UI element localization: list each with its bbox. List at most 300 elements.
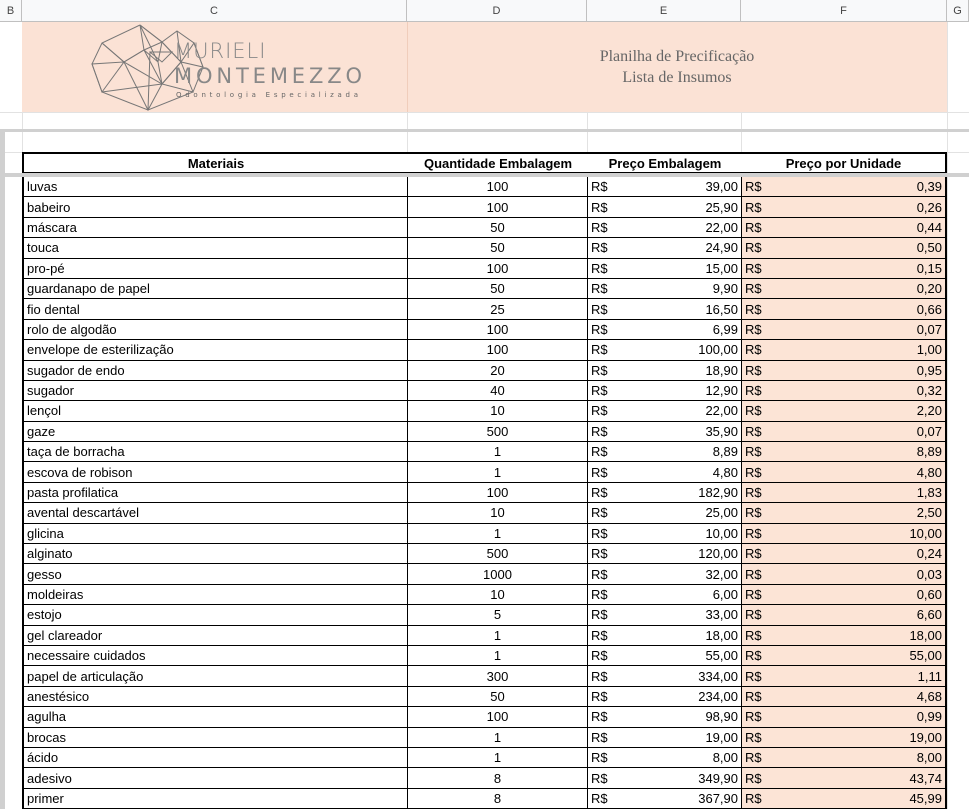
table-row: [24, 646, 945, 666]
unit-price-cell[interactable]: [742, 666, 945, 685]
table-row: [24, 666, 945, 686]
material-cell[interactable]: gel clareador: [24, 626, 408, 645]
material-cell[interactable]: envelope de esterilização: [24, 340, 408, 359]
material-cell[interactable]: brocas: [24, 728, 408, 747]
unit-price-value: 0,95: [916, 362, 942, 378]
quantity-cell[interactable]: 1000: [408, 564, 588, 583]
table-row: [24, 483, 945, 503]
table-row: [24, 320, 945, 340]
material-cell[interactable]: primer: [24, 789, 408, 808]
material-cell[interactable]: lençol: [24, 401, 408, 420]
unit-price-value: 0,07: [916, 321, 942, 337]
currency-symbol: R$: [745, 281, 762, 297]
package-price-cell[interactable]: [588, 401, 742, 420]
package-price-cell[interactable]: [588, 299, 742, 318]
unit-price-cell[interactable]: [742, 462, 945, 481]
column-header-f[interactable]: F: [741, 0, 947, 22]
title-line1: Planilha de Precificação: [599, 48, 755, 65]
unit-price-cell[interactable]: [742, 422, 945, 441]
unit-price-value: 8,00: [916, 750, 942, 766]
unit-price-value: 2,20: [916, 403, 942, 419]
currency-symbol: R$: [745, 709, 762, 725]
unit-price-value: 55,00: [909, 648, 942, 664]
quantity-cell[interactable]: 300: [408, 666, 588, 685]
material-cell[interactable]: necessaire cuidados: [24, 646, 408, 665]
quantity-cell[interactable]: 1: [408, 748, 588, 767]
currency-symbol: R$: [745, 790, 762, 806]
table-row: [24, 422, 945, 442]
unit-price-value: 43,74: [909, 770, 942, 786]
package-price-cell[interactable]: [588, 320, 742, 339]
quantity-cell[interactable]: 50: [408, 238, 588, 257]
currency-symbol: R$: [591, 505, 608, 521]
material-cell[interactable]: moldeiras: [24, 585, 408, 604]
currency-symbol: R$: [745, 179, 762, 195]
currency-symbol: R$: [591, 525, 608, 541]
quantity-cell[interactable]: 10: [408, 585, 588, 604]
package-price-cell[interactable]: [588, 279, 742, 298]
package-price-cell[interactable]: [588, 218, 742, 237]
currency-symbol: R$: [591, 546, 608, 562]
quantity-cell[interactable]: 10: [408, 401, 588, 420]
package-price-cell[interactable]: [588, 381, 742, 400]
quantity-cell[interactable]: 8: [408, 768, 588, 787]
table-row: [24, 197, 945, 217]
unit-price-cell[interactable]: [742, 789, 945, 808]
currency-symbol: R$: [745, 688, 762, 704]
grid-line: [0, 112, 969, 113]
quantity-cell[interactable]: 1: [408, 462, 588, 481]
currency-symbol: R$: [745, 729, 762, 745]
table-row: [24, 218, 945, 238]
currency-symbol: R$: [591, 403, 608, 419]
quantity-cell[interactable]: 50: [408, 687, 588, 706]
unit-price-value: 0,20: [916, 281, 942, 297]
package-price-cell[interactable]: [588, 666, 742, 685]
currency-symbol: R$: [591, 566, 608, 582]
currency-symbol: R$: [591, 281, 608, 297]
package-price-value: 55,00: [705, 648, 738, 664]
package-price-value: 182,90: [698, 485, 738, 501]
currency-symbol: R$: [745, 566, 762, 582]
currency-symbol: R$: [591, 199, 608, 215]
table-row: [24, 564, 945, 584]
currency-symbol: R$: [745, 423, 762, 439]
unit-price-value: 0,60: [916, 587, 942, 602]
currency-symbol: R$: [745, 505, 762, 521]
logo-tagline: Odontologia Especializada: [176, 91, 358, 99]
quantity-cell[interactable]: 100: [408, 259, 588, 278]
package-price-value: 39,00: [705, 179, 738, 195]
currency-symbol: R$: [591, 709, 608, 725]
quantity-cell[interactable]: 100: [408, 320, 588, 339]
unit-price-cell[interactable]: [742, 197, 945, 216]
quantity-cell[interactable]: 1: [408, 524, 588, 543]
quantity-cell[interactable]: 500: [408, 544, 588, 563]
currency-symbol: R$: [591, 179, 608, 195]
currency-symbol: R$: [745, 587, 762, 602]
table-row: [24, 503, 945, 523]
frozen-columns-divider[interactable]: [0, 130, 5, 809]
material-cell[interactable]: glicina: [24, 524, 408, 543]
currency-symbol: R$: [591, 790, 608, 806]
quantity-cell[interactable]: 5: [408, 605, 588, 624]
package-price-value: 9,90: [712, 281, 738, 297]
table-row: [24, 626, 945, 646]
table-row: [24, 585, 945, 605]
material-cell[interactable]: avental descartável: [24, 503, 408, 522]
currency-symbol: R$: [591, 444, 608, 460]
currency-symbol: R$: [745, 383, 762, 399]
frozen-rows-divider[interactable]: [0, 129, 969, 132]
currency-symbol: R$: [591, 587, 608, 602]
material-cell[interactable]: alginato: [24, 544, 408, 563]
unit-price-cell[interactable]: [742, 442, 945, 461]
quantity-cell[interactable]: 100: [408, 197, 588, 216]
sheet-title: [407, 22, 947, 112]
unit-price-value: 1,83: [916, 485, 942, 501]
package-price-cell[interactable]: [588, 768, 742, 787]
unit-price-cell[interactable]: [742, 503, 945, 522]
unit-price-cell[interactable]: [742, 687, 945, 706]
package-price-cell[interactable]: [588, 177, 742, 196]
unit-price-value: 10,00: [909, 525, 942, 541]
unit-price-value: 0,32: [916, 383, 942, 399]
table-row: [24, 299, 945, 319]
table-row: [24, 238, 945, 258]
currency-symbol: R$: [745, 362, 762, 378]
header-preco-embalagem[interactable]: Preço Embalagem: [608, 155, 722, 171]
materials-table: [22, 177, 947, 809]
package-price-value: 367,90: [698, 790, 738, 806]
material-cell[interactable]: agulha: [24, 707, 408, 726]
package-price-value: 349,90: [698, 770, 738, 786]
table-row: [24, 462, 945, 482]
material-cell[interactable]: máscara: [24, 218, 408, 237]
unit-price-value: 1,11: [917, 668, 942, 684]
currency-symbol: R$: [591, 648, 608, 664]
table-row: [24, 177, 945, 197]
header-preco-unidade[interactable]: Preço por Unidade: [742, 154, 945, 172]
package-price-cell[interactable]: [588, 626, 742, 645]
currency-symbol: R$: [591, 485, 608, 501]
package-price-value: 33,00: [705, 607, 738, 623]
unit-price-cell[interactable]: [742, 381, 945, 400]
currency-symbol: R$: [745, 546, 762, 562]
unit-price-cell[interactable]: [742, 646, 945, 665]
currency-symbol: R$: [745, 301, 762, 317]
unit-price-value: 45,99: [909, 790, 942, 806]
currency-symbol: R$: [591, 342, 608, 358]
column-header-d[interactable]: D: [407, 0, 587, 22]
package-price-cell[interactable]: [588, 564, 742, 583]
unit-price-cell[interactable]: [742, 585, 945, 604]
material-cell[interactable]: sugador de endo: [24, 361, 408, 380]
table-row: [24, 381, 945, 401]
package-price-value: 19,00: [705, 729, 738, 745]
unit-price-value: 0,50: [916, 240, 942, 256]
material-cell[interactable]: escova de robison: [24, 462, 408, 481]
package-price-value: 22,00: [705, 403, 738, 419]
unit-price-cell[interactable]: [742, 564, 945, 583]
column-header-g[interactable]: G: [947, 0, 969, 22]
material-cell[interactable]: pro-pé: [24, 259, 408, 278]
currency-symbol: R$: [591, 240, 608, 256]
logo-line2: MONTEMEZZO: [174, 64, 362, 88]
package-price-cell[interactable]: [588, 748, 742, 767]
unit-price-cell[interactable]: [742, 340, 945, 359]
quantity-cell[interactable]: 40: [408, 381, 588, 400]
unit-price-value: 0,44: [916, 219, 942, 235]
unit-price-cell[interactable]: [742, 728, 945, 747]
table-row: [24, 768, 945, 788]
table-row: [24, 361, 945, 381]
package-price-value: 6,00: [712, 587, 738, 602]
currency-symbol: R$: [591, 260, 608, 276]
currency-symbol: R$: [591, 219, 608, 235]
currency-symbol: R$: [591, 688, 608, 704]
package-price-cell[interactable]: [588, 544, 742, 563]
unit-price-cell[interactable]: [742, 626, 945, 645]
material-cell[interactable]: babeiro: [24, 197, 408, 216]
grid-line: [947, 22, 948, 809]
package-price-value: 6,99: [712, 321, 738, 337]
currency-symbol: R$: [745, 321, 762, 337]
package-price-value: 18,90: [705, 362, 738, 378]
package-price-cell[interactable]: [588, 197, 742, 216]
currency-symbol: R$: [745, 525, 762, 541]
logo: [62, 22, 422, 112]
material-cell[interactable]: ácido: [24, 748, 408, 767]
material-cell[interactable]: taça de borracha: [24, 442, 408, 461]
table-header: [22, 152, 947, 174]
currency-symbol: R$: [745, 199, 762, 215]
package-price-value: 15,00: [705, 260, 738, 276]
unit-price-cell[interactable]: [742, 177, 945, 196]
currency-symbol: R$: [745, 485, 762, 501]
material-cell[interactable]: luvas: [24, 177, 408, 196]
unit-price-value: 0,15: [916, 260, 942, 276]
currency-symbol: R$: [591, 770, 608, 786]
unit-price-cell[interactable]: [742, 605, 945, 624]
table-row: [24, 605, 945, 625]
unit-price-value: 2,50: [916, 505, 942, 521]
currency-symbol: R$: [591, 321, 608, 337]
package-price-cell[interactable]: [588, 605, 742, 624]
package-price-value: 22,00: [705, 219, 738, 235]
currency-symbol: R$: [745, 403, 762, 419]
unit-price-cell[interactable]: [742, 483, 945, 502]
unit-price-value: 0,03: [916, 566, 942, 582]
table-row: [24, 728, 945, 748]
column-header-e[interactable]: E: [587, 0, 741, 22]
currency-symbol: R$: [745, 648, 762, 664]
package-price-value: 100,00: [698, 342, 738, 358]
unit-price-value: 0,39: [916, 179, 942, 195]
table-row: [24, 687, 945, 707]
table-row: [24, 748, 945, 768]
unit-price-cell[interactable]: [742, 320, 945, 339]
unit-price-cell[interactable]: [742, 238, 945, 257]
package-price-value: 10,00: [705, 525, 738, 541]
table-row: [24, 789, 945, 809]
package-price-cell[interactable]: [588, 462, 742, 481]
package-price-cell[interactable]: [588, 728, 742, 747]
unit-price-value: 0,99: [916, 709, 942, 725]
quantity-cell[interactable]: 1: [408, 728, 588, 747]
unit-price-cell[interactable]: [742, 768, 945, 787]
quantity-cell[interactable]: 1: [408, 442, 588, 461]
unit-price-cell[interactable]: [742, 218, 945, 237]
quantity-cell[interactable]: 25: [408, 299, 588, 318]
quantity-cell[interactable]: 1: [408, 626, 588, 645]
unit-price-value: 19,00: [909, 729, 942, 745]
column-header-c[interactable]: C: [22, 0, 407, 22]
package-price-cell[interactable]: [588, 422, 742, 441]
unit-price-value: 0,66: [916, 301, 942, 317]
currency-symbol: R$: [745, 607, 762, 623]
package-price-value: 35,90: [705, 423, 738, 439]
package-price-value: 12,90: [705, 383, 738, 399]
material-cell[interactable]: fio dental: [24, 299, 408, 318]
table-row: [24, 401, 945, 421]
material-cell[interactable]: papel de articulação: [24, 666, 408, 685]
material-cell[interactable]: gesso: [24, 564, 408, 583]
unit-price-value: 0,26: [916, 199, 942, 215]
unit-price-cell[interactable]: [742, 707, 945, 726]
currency-symbol: R$: [745, 342, 762, 358]
material-cell[interactable]: touca: [24, 238, 408, 257]
unit-price-cell[interactable]: [742, 299, 945, 318]
package-price-cell[interactable]: [588, 707, 742, 726]
unit-price-value: 8,89: [916, 444, 942, 460]
table-row: [24, 524, 945, 544]
title-line2: Lista de Insumos: [622, 69, 732, 86]
unit-price-value: 1,00: [916, 342, 942, 358]
currency-symbol: R$: [745, 444, 762, 460]
currency-symbol: R$: [591, 668, 608, 684]
quantity-cell[interactable]: 10: [408, 503, 588, 522]
quantity-cell[interactable]: 100: [408, 177, 588, 196]
unit-price-cell[interactable]: [742, 279, 945, 298]
package-price-cell[interactable]: [588, 238, 742, 257]
quantity-cell[interactable]: 100: [408, 707, 588, 726]
unit-price-cell[interactable]: [742, 524, 945, 543]
package-price-cell[interactable]: [588, 361, 742, 380]
currency-symbol: R$: [591, 423, 608, 439]
material-cell[interactable]: guardanapo de papel: [24, 279, 408, 298]
currency-symbol: R$: [745, 219, 762, 235]
package-price-cell[interactable]: [588, 503, 742, 522]
package-price-value: 8,89: [712, 444, 738, 460]
currency-symbol: R$: [745, 240, 762, 256]
material-cell[interactable]: sugador: [24, 381, 408, 400]
currency-symbol: R$: [745, 770, 762, 786]
unit-price-value: 4,80: [916, 464, 942, 480]
quantity-cell[interactable]: 100: [408, 340, 588, 359]
currency-symbol: R$: [591, 750, 608, 766]
material-cell[interactable]: adesivo: [24, 768, 408, 787]
package-price-cell[interactable]: [588, 259, 742, 278]
table-row: [24, 259, 945, 279]
package-price-cell[interactable]: [588, 789, 742, 808]
unit-price-value: 0,24: [916, 546, 942, 562]
material-cell[interactable]: gaze: [24, 422, 408, 441]
package-price-value: 25,90: [705, 199, 738, 215]
currency-symbol: R$: [745, 750, 762, 766]
unit-price-value: 4,68: [916, 688, 942, 704]
package-price-cell[interactable]: [588, 442, 742, 461]
package-price-value: 24,90: [705, 240, 738, 256]
quantity-cell[interactable]: 8: [408, 789, 588, 808]
header-banner: [22, 22, 947, 112]
unit-price-value: 18,00: [909, 627, 942, 643]
unit-price-value: 6,60: [916, 607, 942, 623]
table-row: [24, 544, 945, 564]
package-price-value: 32,00: [705, 566, 738, 582]
unit-price-cell[interactable]: [742, 401, 945, 420]
material-cell[interactable]: estojo: [24, 605, 408, 624]
column-header-b[interactable]: B: [0, 0, 22, 22]
unit-price-cell[interactable]: [742, 361, 945, 380]
currency-symbol: R$: [745, 627, 762, 643]
unit-price-cell[interactable]: [742, 748, 945, 767]
package-price-value: 18,00: [705, 627, 738, 643]
currency-symbol: R$: [591, 301, 608, 317]
currency-symbol: R$: [745, 668, 762, 684]
package-price-value: 334,00: [698, 668, 738, 684]
package-price-cell[interactable]: [588, 687, 742, 706]
quantity-cell[interactable]: 20: [408, 361, 588, 380]
unit-price-value: 0,07: [916, 423, 942, 439]
table-row: [24, 279, 945, 299]
package-price-value: 25,00: [705, 505, 738, 521]
table-row: [24, 707, 945, 727]
currency-symbol: R$: [591, 362, 608, 378]
quantity-cell[interactable]: 50: [408, 279, 588, 298]
package-price-value: 4,80: [712, 464, 738, 480]
package-price-value: 16,50: [705, 301, 738, 317]
material-cell[interactable]: anestésico: [24, 687, 408, 706]
package-price-cell[interactable]: [588, 524, 742, 543]
material-cell[interactable]: rolo de algodão: [24, 320, 408, 339]
package-price-value: 120,00: [698, 546, 738, 562]
package-price-value: 98,90: [705, 709, 738, 725]
package-price-value: 8,00: [712, 750, 738, 766]
currency-symbol: R$: [745, 260, 762, 276]
package-price-cell[interactable]: [588, 585, 742, 604]
currency-symbol: R$: [591, 607, 608, 623]
quantity-cell[interactable]: 1: [408, 646, 588, 665]
package-price-cell[interactable]: [588, 483, 742, 502]
header-materiais[interactable]: Materiais: [187, 155, 245, 171]
quantity-cell[interactable]: 500: [408, 422, 588, 441]
currency-symbol: R$: [591, 383, 608, 399]
package-price-value: 234,00: [698, 688, 738, 704]
unit-price-cell[interactable]: [742, 259, 945, 278]
currency-symbol: R$: [745, 464, 762, 480]
header-quantidade[interactable]: Quantidade Embalagem: [423, 155, 573, 171]
table-row: [24, 340, 945, 360]
package-price-cell[interactable]: [588, 646, 742, 665]
package-price-cell[interactable]: [588, 340, 742, 359]
currency-symbol: R$: [591, 464, 608, 480]
material-cell[interactable]: pasta profilatica: [24, 483, 408, 502]
quantity-cell[interactable]: 50: [408, 218, 588, 237]
currency-symbol: R$: [591, 627, 608, 643]
quantity-cell[interactable]: 100: [408, 483, 588, 502]
unit-price-cell[interactable]: [742, 544, 945, 563]
